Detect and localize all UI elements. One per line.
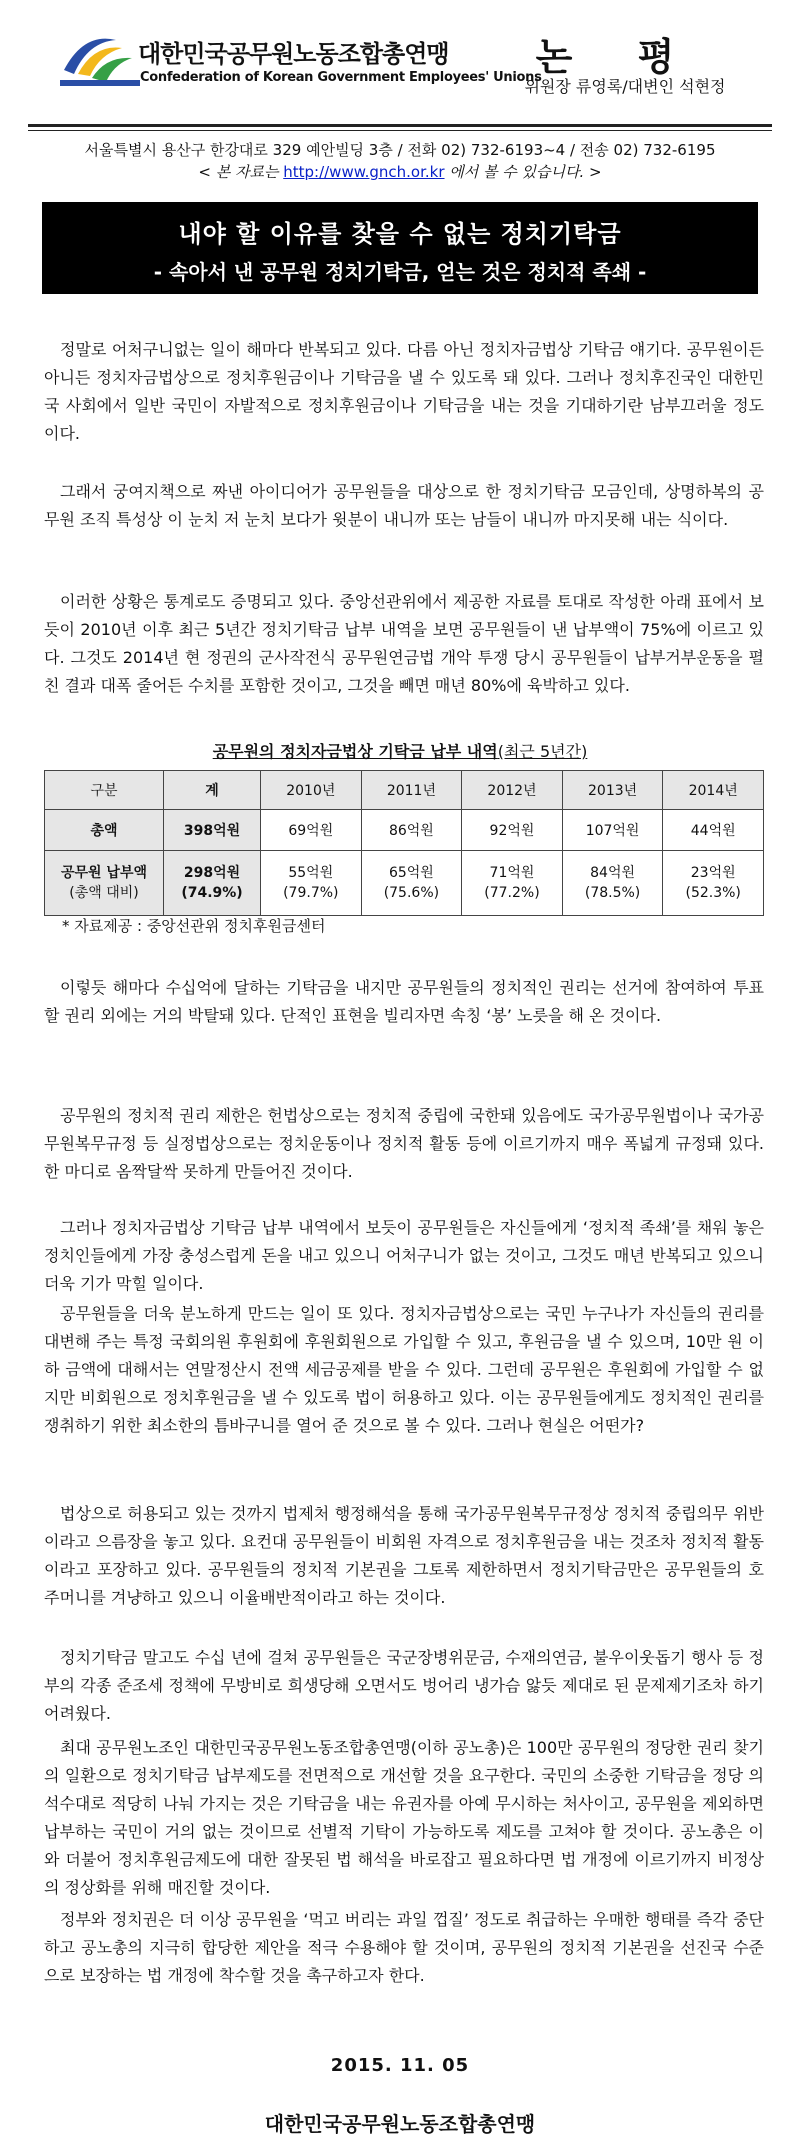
table-title: 공무원의 정치자금법상 기탁금 납부 내역(최근 5년간) [212,742,588,761]
divider [28,130,772,131]
row-label-total: 총액 [45,810,164,851]
body-paragraph: 법상으로 허용되고 있는 것까지 법제처 행정해석을 통해 국가공무원복무규정상 정치적 중립의무 위반이라고 으름장을 놓고 있다. 요컨대 공무원들이 비회원 자격으로 정치후원금을 내는 것조차 정치적 활동이라고 포장하고 있다. 공무원들의 정치적 기본권을 그토록 제한하면서 정치기탁금만은 공무원들의 호주머니를 겨냥하고 있으니 이율배반적이라고 하는 것이다. [44,1504,764,1607]
body-paragraph: 이렇듯 해마다 수십억에 달하는 기탁금을 내지만 공무원들의 정치적인 권리는 선거에 참여하여 투표할 권리 외에는 거의 박탈돼 있다. 단적인 표현을 빌리자면 속칭 ‘봉’ 노릇을 해 온 것이다. [44,978,764,1025]
table-cell: 71억원 (77.2%) [462,851,563,916]
union-logo-icon [60,30,140,88]
table-header-row [45,771,764,810]
body-paragraph: 그러나 정치자금법상 기탁금 납부 내역에서 보듯이 공무원들은 자신들에게 ‘정치적 족쇄’를 채워 놓은 정치인들에게 가장 충성스럽게 돈을 내고 있으니 어처구니가 없는 것이고, 그것도 매년 반복되고 있으니 더욱 기가 막힐 일이다. [44,1218,764,1293]
document-type: 논 평 [535,35,701,79]
body-paragraph: 최대 공무원노조인 대한민국공무원노동조합총연맹(이하 공노총)은 100만 공무원의 정당한 권리 찾기의 일환으로 정치기탁금 납부제도를 전면적으로 개선할 것을 요구한다. 국민의 소중한 기탁금을 정당 의석수대로 적당히 나눠 가지는 것은 기탁금을 내는 유권자를 아예 무시하는 처사이고, 공무원을 제외하면 납부하는 국민이 거의 없는 것이므로 선별적 기탁이 가능하도록 제도를 고쳐야 할 것이다. 공노총은 이와 더불어 정치후원금제도에 대한 잘못된 법 해석을 바로잡고 필요하다면 법 개정에 이르기까지 비정상의 정상화를 위해 매진할 것이다. [44,1738,764,1897]
table-header-cell: 2010년 [261,771,362,810]
body-paragraph: 정부와 정치권은 더 이상 공무원을 ‘먹고 버리는 과일 껍질’ 정도로 취급하는 우매한 행태를 즉각 중단하고 공노총의 지극히 합당한 제안을 적극 수용해야 할 것이며, 공무원의 정치적 기본권을 선진국 수준으로 보장하는 법 개정에 착수할 것을 촉구하고자 한다. [44,1910,764,1985]
table-header-cell: 계 [164,771,261,810]
table-cell: 298억원 (74.9%) [164,851,261,916]
donation-table [44,770,764,916]
divider [28,124,772,127]
body-paragraph: 공무원들을 더욱 분노하게 만드는 일이 또 있다. 정치자금법상으로는 국민 누구나가 자신들의 권리를 대변해 주는 특정 국회의원 후원회에 후원회원으로 가입할 수 있고, 후원금을 낼 수 있으며, 10만 원 이하 금액에 대해서는 연말정산시 전액 세금공제를 받을 수 있다. 그런데 공무원은 후원회에 가입할 수 없지만 비회원으로 정치후원금을 낼 수 있도록 법이 허용하고 있다. 이는 공무원들에게도 정치적인 권리를 쟁취하기 위한 최소한의 틈바구니를 열어 준 것으로 볼 수 있다. 그러나 현실은 어떤가? [44,1304,764,1435]
body-paragraph: 공무원의 정치적 권리 제한은 헌법상으로는 정치적 중립에 국한돼 있음에도 국가공무원법이나 국가공무원복무규정 등 실정법상으로는 정치운동이나 정치적 활동 등에 이르기까지 매우 폭넓게 규정돼 있다. 한 마디로 옴짝달싹 못하게 만들어진 것이다. [44,1106,764,1181]
table-header-cell: 2011년 [361,771,462,810]
table-header-cell: 2014년 [663,771,764,810]
release-date: 2015. 11. 05 [330,2055,470,2076]
title-banner [42,202,758,294]
table-cell: 65억원 (75.6%) [361,851,462,916]
body-paragraph: 그래서 궁여지책으로 짜낸 아이디어가 공무원들을 대상으로 한 정치기탁금 모금인데, 상명하복의 공무원 조직 특성상 이 눈치 저 눈치 보다가 윗분이 내니까 또는 남들이 내니까 마지못해 내는 식이다. [44,482,764,529]
org-english-name: Confederation of Korean Government Employees' Unions [140,70,542,85]
table-cell: 92억원 [462,810,563,851]
table-cell: 69억원 [261,810,362,851]
table-source: * 자료제공 : 중앙선관위 정치후원금센터 [62,917,326,935]
body-paragraph: 이러한 상황은 통계로도 증명되고 있다. 중앙선관위에서 제공한 자료를 토대로 작성한 아래 표에서 보듯이 2010년 이후 최근 5년간 정치기탁금 납부 내역을 보면 공무원들이 낸 납부액이 75%에 이르고 있다. 그것도 2014년 현 정권의 군사작전식 공무원연금법 개악 투쟁 당시 공무원들이 납부거부운동을 펼친 결과 대폭 줄어든 수치를 포함한 것이고, 그것을 빼면 매년 80%에 육박하고 있다. [44,592,764,695]
table-cell: 23억원 (52.3%) [663,851,764,916]
table-row [45,851,764,916]
table-header-cell: 구분 [45,771,164,810]
website-link[interactable]: http://www.gnch.or.kr [283,163,445,181]
org-name: 대한민국공무원노동조합총연맹 [138,40,449,68]
row-label-government: 공무원 납부액 (총액 대비) [45,851,164,916]
table-cell: 84억원 (78.5%) [562,851,663,916]
headline: 내야 할 이유를 찾을 수 없는 정치기탁금 [178,220,622,248]
table-cell: 86억원 [361,810,462,851]
chair-spokesperson: 위원장 류영록/대변인 석현정 [524,77,726,96]
contact-address: 서울특별시 용산구 한강대로 329 예안빌딩 3층 / 전화 02) 732-6193~4 / 전송 02) 732-6195 [84,141,716,159]
footer-org-name: 대한민국공무원노동조합총연맹 [264,2112,536,2136]
table-header-cell: 2012년 [462,771,563,810]
subheadline: - 속아서 낸 공무원 정치기탁금, 얻는 것은 정치적 족쇄 - [153,260,647,284]
table-cell: 398억원 [164,810,261,851]
table-cell: 107억원 [562,810,663,851]
table-cell: 44억원 [663,810,764,851]
website-notice: < 본 자료는 http://www.gnch.or.kr 에서 볼 수 있습니다. > [198,163,602,181]
body-paragraph: 정치기탁금 말고도 수십 년에 걸쳐 공무원들은 국군장병위문금, 수재의연금, 불우이웃돕기 행사 등 정부의 각종 준조세 정책에 무방비로 희생당해 오면서도 벙어리 냉가슴 앓듯 제대로 된 문제제기조차 하기 어려웠다. [44,1648,764,1723]
table-row [45,810,764,851]
table-header-cell: 2013년 [562,771,663,810]
body-paragraph: 정말로 어처구니없는 일이 해마다 반복되고 있다. 다름 아닌 정치자금법상 기탁금 얘기다. 공무원이든 아니든 정치자금법상으로 정치후원금이나 기탁금을 낼 수 있도록 돼 있다. 그러나 정치후진국인 대한민국 사회에서 일반 국민이 자발적으로 정치후원금이나 기탁금을 내는 것을 기대하기란 남부끄러울 정도이다. [44,340,764,443]
letterhead [0,0,800,135]
table-cell: 55억원 (79.7%) [261,851,362,916]
